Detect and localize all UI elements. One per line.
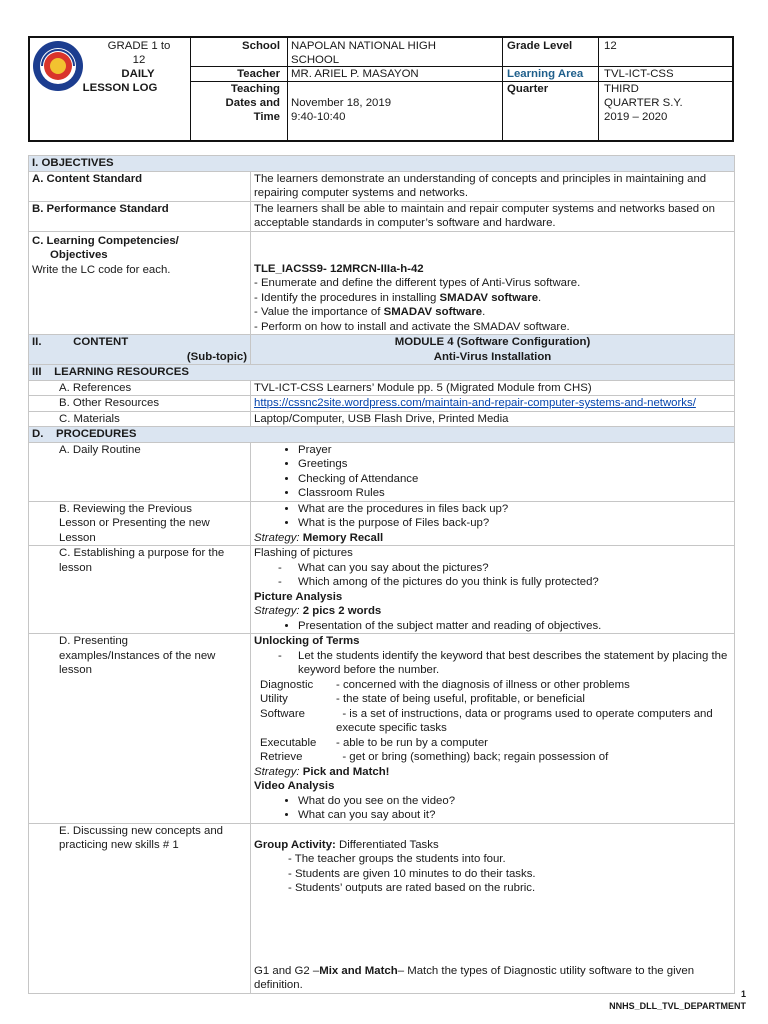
list-item: • Prayer	[298, 443, 731, 458]
list-item: • What can you say about it?	[298, 808, 731, 823]
objectives-heading: I. OBJECTIVES	[29, 156, 735, 172]
list-item: • Checking of Attendance	[298, 472, 731, 487]
row-value: TVL-ICT-CSS Learners’ Module pp. 5 (Migrated Module from CHS)	[251, 380, 735, 396]
teacher-value: MR. ARIEL P. MASAYON	[291, 68, 419, 80]
table-row	[29, 442, 735, 501]
table-row	[29, 396, 735, 412]
row-label: A. Content Standard	[29, 171, 251, 201]
teacher-label: Teacher	[237, 68, 280, 80]
row-label: B. Reviewing the Previous Lesson or Presenting the new Lesson	[29, 501, 251, 546]
row-value: Laptop/Computer, USB Flash Drive, Printed Media	[251, 411, 735, 427]
table-row	[29, 231, 735, 335]
grade-level-label: Grade Level	[507, 40, 573, 52]
learning-area-label: Learning Area	[507, 68, 584, 80]
row-value: Flashing of pictures - What can you say about the pictures? - Which among of the pictures do you think is fully protected? Picture Analysis Strategy: 2 pics 2 words • Presentation of the subject matter and reading of objectives.	[251, 546, 735, 634]
lesson-log-label: LESSON LOG	[82, 82, 158, 94]
table-row	[29, 411, 735, 427]
section-row	[29, 335, 735, 365]
list-item: • Classroom Rules	[298, 486, 731, 501]
row-label: C. Establishing a purpose for the lesson	[29, 546, 251, 634]
row-value: • What are the procedures in files back up? • What is the purpose of Files back-up? Strategy: Memory Recall	[251, 501, 735, 546]
section-row	[29, 365, 735, 381]
row-value: Group Activity: Differentiated Tasks - The teacher groups the students into four. - Students are given 10 minutes to do their tasks. - Students’ outputs are rated based on the rubric. G1 and G2 –Mix and Match– Match the types of Diagnostic utility software to the given definition.	[251, 823, 735, 993]
list-item: • Presentation of the subject matter and reading of objectives.	[298, 619, 731, 634]
resources-heading: III LEARNING RESOURCES	[29, 365, 735, 381]
page-footer	[609, 988, 746, 1012]
header-divider	[502, 38, 503, 140]
page-number: 1	[740, 989, 746, 999]
grade-label: GRADE 1 to 12	[107, 40, 171, 66]
row-value: The learners shall be able to maintain and repair computer systems and networks based on acceptable standards in computer’s software and hardware.	[251, 201, 735, 231]
other-resources-link[interactable]: https://cssnc2site.wordpress.com/maintain-and-repair-computer-systems-and-networks/	[254, 397, 696, 409]
lesson-table	[28, 155, 735, 994]
row-label: B. Other Resources	[29, 396, 251, 412]
header-divider	[287, 38, 288, 140]
date-time-value: November 18, 2019 9:40-10:40	[291, 97, 392, 123]
row-label: A. References	[29, 380, 251, 396]
list-item: • What do you see on the video?	[298, 794, 731, 809]
daily-label: DAILY	[121, 68, 155, 80]
quarter-label: Quarter	[507, 83, 549, 95]
table-row	[29, 380, 735, 396]
learning-area-value: TVL-ICT-CSS	[604, 68, 674, 80]
row-label: C. Learning Competencies/ Objectives Write the LC code for each.	[29, 231, 251, 335]
row-label: B. Performance Standard	[29, 201, 251, 231]
row-label: E. Discussing new concepts and practicing new skills # 1	[29, 823, 251, 993]
row-label: C. Materials	[29, 411, 251, 427]
content-value: MODULE 4 (Software Configuration) Anti-Virus Installation	[251, 335, 735, 365]
list-item: • What is the purpose of Files back-up?	[298, 516, 731, 531]
table-row	[29, 546, 735, 634]
row-value	[251, 396, 735, 412]
content-label: II. CONTENT (Sub-topic)	[29, 335, 251, 365]
table-row	[29, 171, 735, 201]
grade-level-value: 12	[604, 40, 617, 52]
header-divider	[598, 38, 599, 140]
row-value: Unlocking of Terms - Let the students identify the keyword that best describes the statement by placing the keyword before the number. Diagnostic - concerned with the diagnosis of illness or other problems Utility - the state of being useful, profitable, or beneficial Software - is a set of instructions, data or programs used to operate computers and execute specific tasks Executable - able to be run by a computer Retrieve - get or bring (something) back; regain possession of Strategy: Pick and Match! Video Analysis • What do you see on the video? • What can you say about it?	[251, 634, 735, 824]
procedures-heading: D. PROCEDURES	[29, 427, 735, 443]
school-label: School	[242, 40, 280, 52]
section-row	[29, 427, 735, 443]
school-value: NAPOLAN NATIONAL HIGH SCHOOL	[291, 40, 436, 66]
row-value: TLE_IACSS9- 12MRCN-IIIa-h-42 - Enumerate and define the different types of Anti-Virus software. - Identify the procedures in installing SMADAV software. - Value the importance of SMADAV software. - Perform on how to install and activate the SMADAV software.	[251, 231, 735, 335]
table-row	[29, 634, 735, 824]
table-row	[29, 823, 735, 993]
row-value: The learners demonstrate an understanding of concepts and principles in maintaining and repairing computer systems and networks.	[251, 171, 735, 201]
department-code: NNHS_DLL_TVL_DEPARTMENT	[609, 1001, 746, 1011]
list-item: • Greetings	[298, 457, 731, 472]
quarter-value: THIRD QUARTER S.Y. 2019 – 2020	[604, 83, 683, 123]
row-label: A. Daily Routine	[29, 442, 251, 501]
table-row	[29, 501, 735, 546]
list-item: • What are the procedures in files back up?	[298, 502, 731, 517]
row-label: D. Presenting examples/Instances of the new lesson	[29, 634, 251, 824]
table-row	[29, 201, 735, 231]
section-row	[29, 156, 735, 172]
dates-label: Teaching Dates and Time	[225, 83, 280, 123]
row-value	[251, 442, 735, 501]
